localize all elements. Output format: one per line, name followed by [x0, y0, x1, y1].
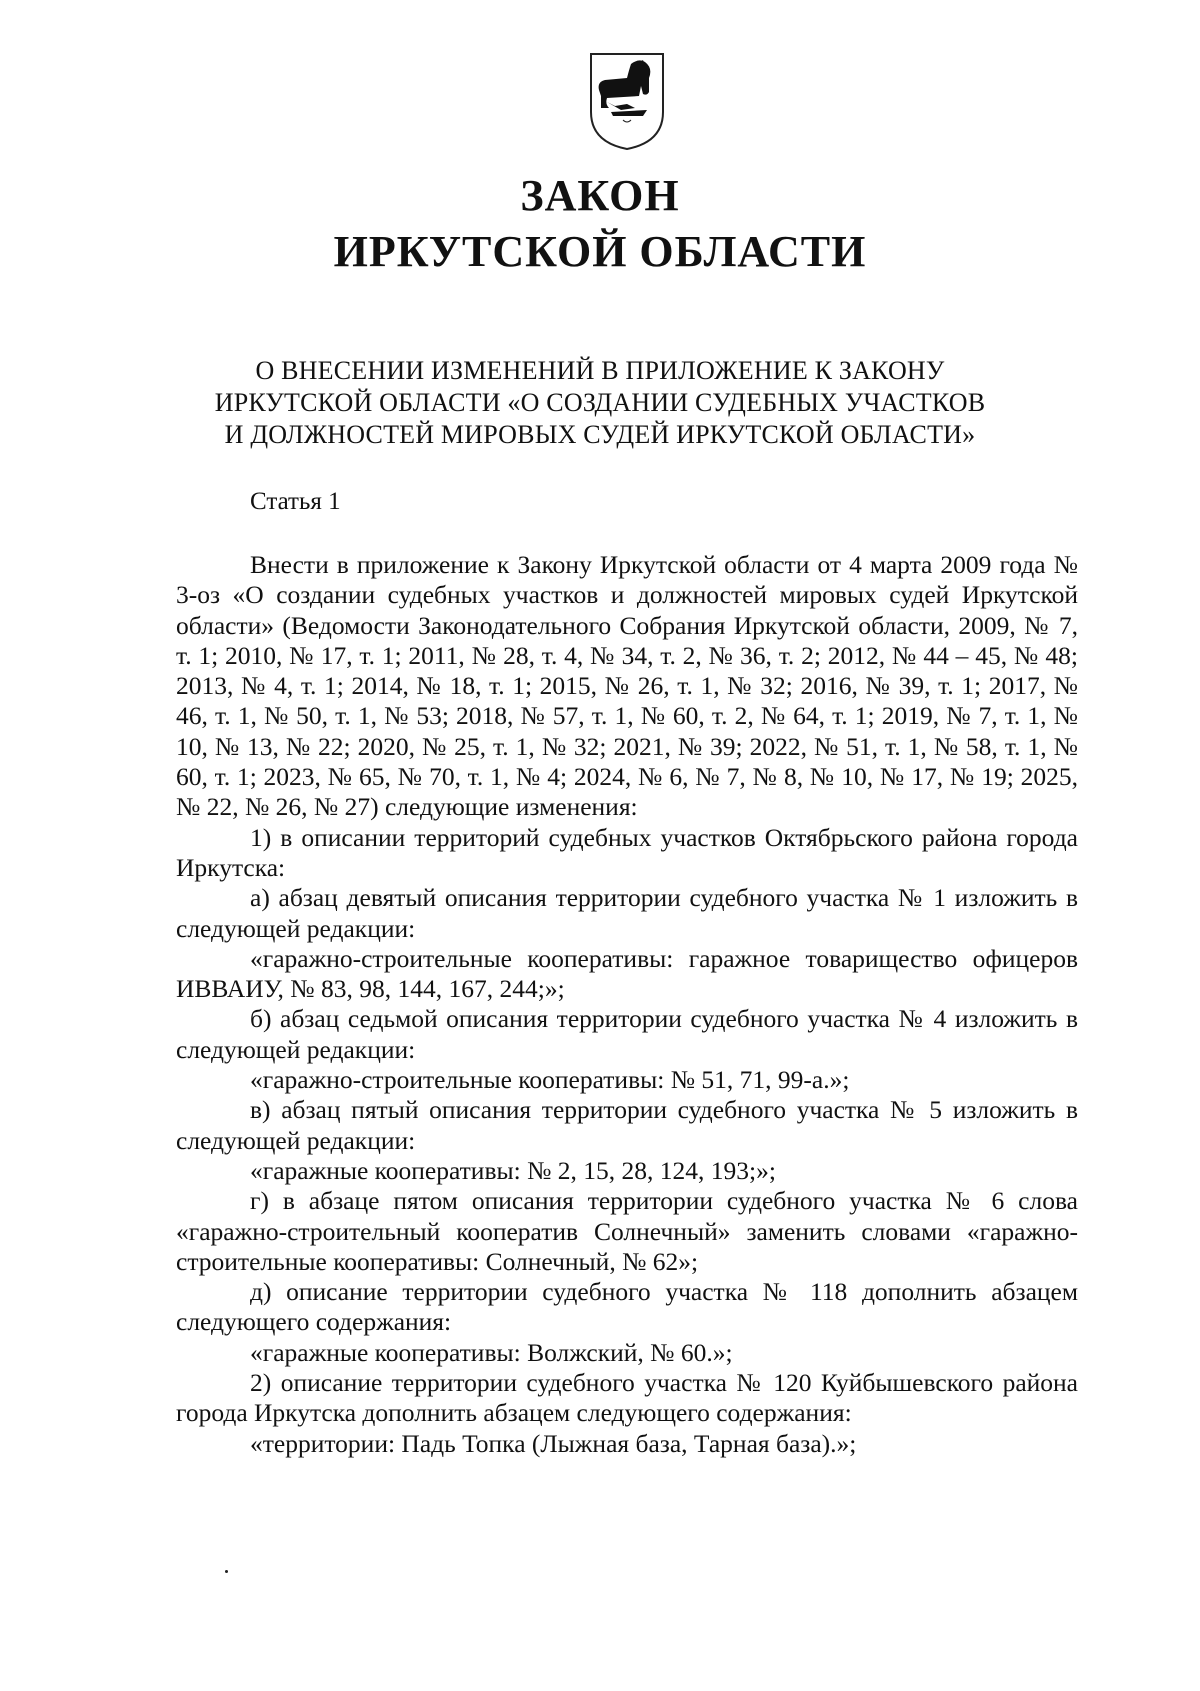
item-1d-paragraph: д) описание территории судебного участка № 118 дополнить абзацем следующего содержания:	[176, 1277, 1078, 1337]
article-body	[176, 550, 1078, 1459]
item-1d-quote: «гаражные кооперативы: Волжский, № 60.»;	[250, 1337, 733, 1367]
subtitle-line-1: О ВНЕСЕНИИ ИЗМЕНЕНИЙ В ПРИЛОЖЕНИЕ К ЗАКОНУ	[255, 356, 945, 385]
item-1a-paragraph: а) абзац девятый описания территории судебного участка № 1 изложить в следующей редакции:	[176, 883, 1078, 943]
subtitle-line-2: ИРКУТСКОЙ ОБЛАСТИ «О СОЗДАНИИ СУДЕБНЫХ УЧАСТКОВ	[214, 388, 986, 417]
article-heading: Статья 1	[250, 488, 341, 515]
item-2-paragraph: 2) описание территории судебного участка № 120 Куйбышевского района города Иркутска дополнить абзацем следующего содержания:	[176, 1368, 1078, 1428]
scan-speck	[225, 1570, 228, 1573]
item-1v-paragraph: в) абзац пятый описания территории судебного участка № 5 изложить в следующей редакции:	[176, 1095, 1078, 1155]
item-1v-quote: «гаражные кооперативы: № 2, 15, 28, 124, 193;»;	[250, 1155, 776, 1185]
intro-paragraph: Внести в приложение к Закону Иркутской области от 4 марта 2009 года № 3-оз «О создании судебных участков и должностей мировых судей Иркутской области» (Ведомости Законодательного Собрания Иркутской области, 2009, № 7, т. 1; 2010, № 17, т. 1; 2011, № 28, т. 4, № 34, т. 2, № 36, т. 2; 2012, № 44 – 45, № 48; 2013, № 4, т. 1; 2014, № 18, т. 1; 2015, № 26, т. 1, № 32; 2016, № 39, т. 1; 2017, № 46, т. 1, № 50, т. 1, № 53; 2018, № 57, т. 1, № 60, т. 2, № 64, т. 1; 2019, № 7, т. 1, № 10, № 13, № 22; 2020, № 25, т. 1, № 32; 2021, № 39; 2022, № 51, т. 1, № 58, т. 1, № 60, т. 1; 2023, № 65, № 70, т. 1, № 4; 2024, № 6, № 7, № 8, № 10, № 17, № 19; 2025, № 22, № 26, № 27) следующие изменения:	[176, 550, 1078, 822]
law-title: ЗАКОН	[520, 171, 680, 220]
region-title: ИРКУТСКОЙ ОБЛАСТИ	[333, 227, 867, 276]
subtitle-line-3: И ДОЛЖНОСТЕЙ МИРОВЫХ СУДЕЙ ИРКУТСКОЙ ОБЛАСТИ»	[224, 420, 976, 449]
item-1a-quote: «гаражно-строительные кооперативы: гаражное товарищество офицеров ИВВАИУ, № 83, 98, 144, 167, 244;»;	[176, 943, 1078, 1004]
coat-of-arms-icon	[587, 50, 667, 152]
item-1b-quote: «гаражно-строительные кооперативы: № 51, 71, 99-а.»;	[250, 1065, 850, 1095]
item-1g-paragraph: г) в абзаце пятом описания территории судебного участка № 6 слова «гаражно-строительный кооператив Солнечный» заменить словами «гаражно-строительные кооперативы: Солнечный, № 62»;	[176, 1186, 1078, 1276]
item-1-paragraph: 1) в описании территорий судебных участков Октябрьского района города Иркутска:	[176, 822, 1078, 882]
item-2-quote: «территории: Падь Топка (Лыжная база, Тарная база).»;	[250, 1428, 857, 1458]
item-1b-paragraph: б) абзац седьмой описания территории судебного участка № 4 изложить в следующей редакции:	[176, 1004, 1078, 1064]
